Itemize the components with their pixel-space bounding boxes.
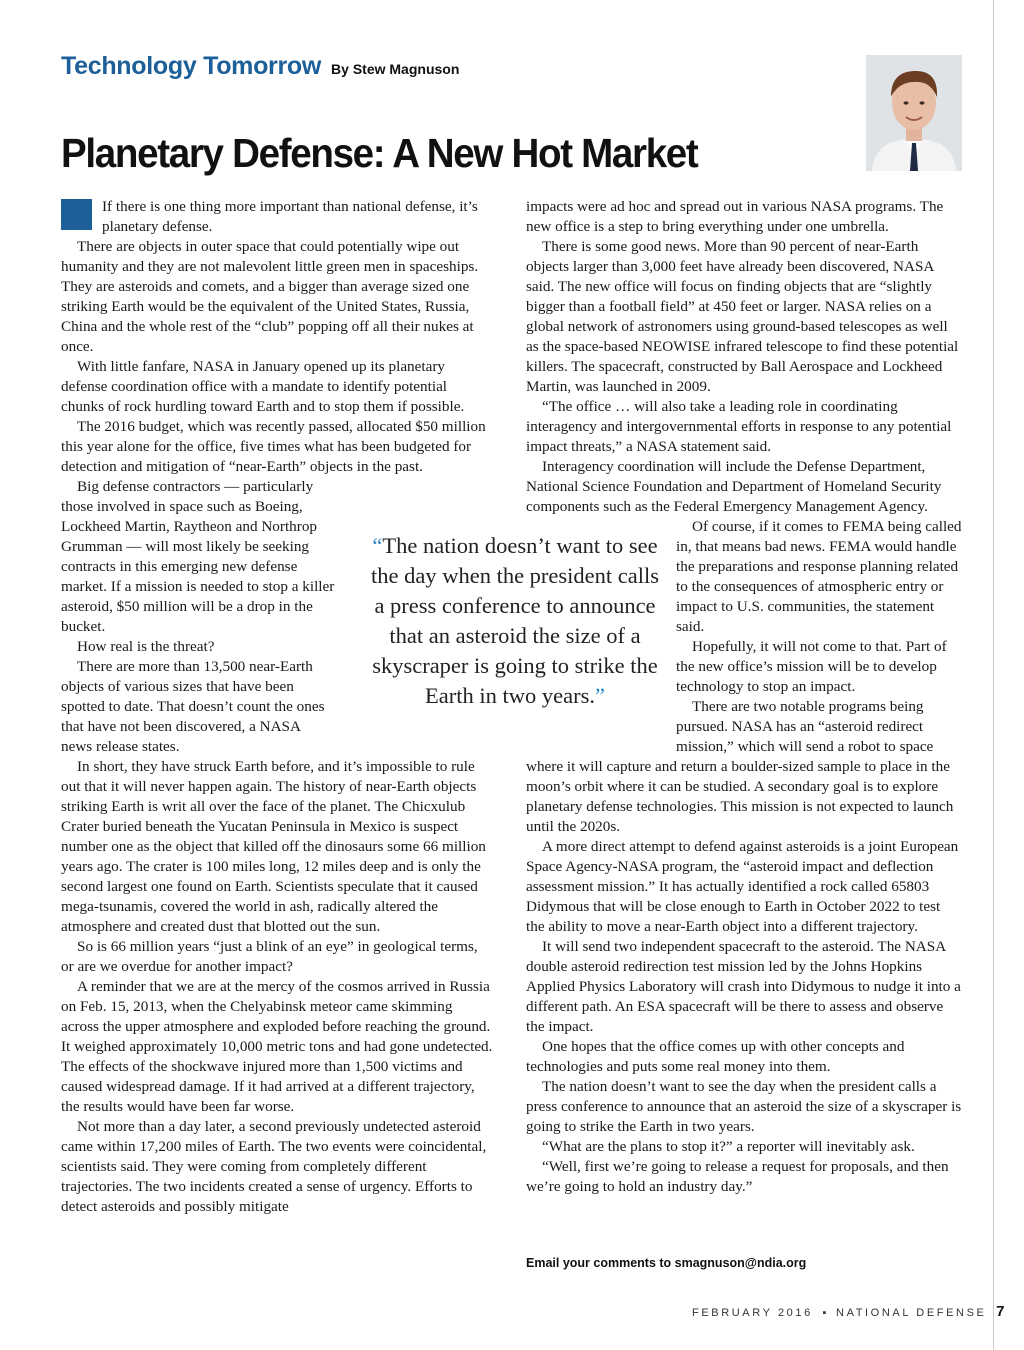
byline: By Stew Magnuson xyxy=(331,61,460,77)
paragraph: One hopes that the office comes up with other concepts and technologies and puts some real money into them. xyxy=(526,1038,905,1075)
paragraph: It will send two independent spacecraft to the asteroid. The NASA double asteroid redirection test mission led by the Johns Hopkins Applied Physics Laboratory will crash into Didymous to nudge it into a different path. An ESA spacecraft will be there to assess and observe the impact. xyxy=(526,938,961,1035)
headline: Planetary Defense: A New Hot Market xyxy=(61,130,698,176)
paragraph: There are two notable programs being pursued. NASA has an “asteroid redirect mission,” which will send a robot to space where it will capture and return a boulder-sized sample to place in the moon’s orbit where it can be studied. A secondary goal is to explore planetary defense technologies. This mission is not expected to launch until the 2020s. xyxy=(526,698,954,835)
paragraph: “The office … will also take a leading role in coordinating interagency and intergovernmental efforts in response to any potential impact threats,” a NASA statement said. xyxy=(526,398,952,455)
page-edge-line xyxy=(993,0,994,1350)
paragraph: The 2016 budget, which was recently passed, allocated $50 million this year alone for the office, five times what has been budgeted for detection and mitigation of “near-Earth” objects in the past. xyxy=(61,418,486,475)
paragraph: There are more than 13,500 near-Earth objects of various sizes that have been spotted to date. That doesn’t count the ones that have not been discovered, a NASA news release states. xyxy=(61,658,325,755)
email-comments-line: Email your comments to smagnuson@ndia.org xyxy=(526,1256,807,1270)
footer-issue: FEBRUARY 2016 xyxy=(692,1307,813,1319)
paragraph: Hopefully, it will not come to that. Part of the new office’s mission will be to develop technology to stop an impact. xyxy=(676,638,947,695)
paragraph: Big defense contractors — particularly those involved in space such as Boeing, Lockheed Martin, Raytheon and Northrop Grumman — will most likely be seeking contracts in this emerging new defense market. If a mission is needed to stop a killer asteroid, $50 million will be a drop in the bucket. xyxy=(61,478,335,635)
paragraph: There are objects in outer space that could potentially wipe out humanity and they are not malevolent little green men in spaceships. They are asteroids and comets, and a bigger than average sized one striking Earth would be the equivalent of the United States, Russia, China and the whole rest of the “club” popping off all their nukes at once. xyxy=(61,238,479,355)
close-quote-mark: ” xyxy=(594,683,605,708)
paragraph: So is 66 million years “just a blink of an eye” in geological terms, or are we overdue for another impact? xyxy=(61,938,478,975)
paragraph: “Well, first we’re going to release a request for proposals, and then we’re going to hold an industry day.” xyxy=(526,1158,949,1195)
paragraph: The nation doesn’t want to see the day when the president calls a press conference to announce that an asteroid the size of a skyscraper is going to strike the Earth in two years. xyxy=(526,1078,962,1135)
paragraph: A more direct attempt to defend against asteroids is a joint European Space Agency-NASA program, the “asteroid impact and deflection assessment mission.” It has actually identified a rock called 65803 Didymous that will be close enough to Earth in October 2022 to test the ability to move a near-Earth object into a different trajectory. xyxy=(526,838,959,935)
author-photo xyxy=(866,55,962,171)
column-header xyxy=(61,52,459,81)
page-number: 7 xyxy=(996,1303,1005,1320)
paragraph: A reminder that we are at the mercy of the cosmos arrived in Russia on Feb. 15, 2013, when the Chelyabinsk meteor came skimming across the upper atmosphere and exploded before reaching the ground. It weighed approximately 10,000 metric tons and had gone undetected. The effects of the shockwave injured more than 1,500 victims and caused widespread damage. If it had arrived at a different trajectory, the results would have been far worse. xyxy=(61,978,493,1115)
paragraph: How real is the threat? xyxy=(77,638,215,655)
footer-separator: ▪ xyxy=(822,1307,827,1319)
paragraph: Of course, if it comes to FEMA being called in, that means bad news. FEMA would handle the preparations and response planning related to the consequences of atmospheric entry or impact to U.S. communities, the statement said. xyxy=(676,518,962,635)
column-name: Technology Tomorrow xyxy=(61,52,322,80)
paragraph: Interagency coordination will include the Defense Department, National Science Foundation and Department of Homeland Security components such as the Federal Emergency Management Agency. xyxy=(526,458,942,515)
footer-publication: NATIONAL DEFENSE xyxy=(836,1307,987,1319)
paragraph: If there is one thing more important than national defense, it’s planetary defense. xyxy=(102,198,478,235)
pull-quote-text: The nation doesn’t want to see the day when the president calls a press conference to announce that an asteroid the size of a skyscraper is going to strike the Earth in two years. xyxy=(370,533,660,708)
page-footer xyxy=(692,1303,1004,1320)
paragraph: impacts were ad hoc and spread out in various NASA programs. The new office is a step to bring everything under one umbrella. xyxy=(526,198,944,235)
author-portrait-icon xyxy=(866,55,962,171)
pull-quote xyxy=(370,531,660,711)
paragraph: “What are the plans to stop it?” a reporter will inevitably ask. xyxy=(542,1138,915,1155)
paragraph: In short, they have struck Earth before, and it’s impossible to rule out that it will never happen again. The history of near-Earth objects striking Earth is writ all over the face of the planet. The Chicxulub Crater buried beneath the Yucatan Peninsula in Mexico is suspect number one as the object that killed off the dinosaurs some 66 million years ago. The crater is 100 miles long, 12 miles deep and is only the second largest one found on Earth. Scientists speculate that it caused mega-tsunamis, covered the world in ash, radically altered the atmosphere and created dust that blotted out the sun. xyxy=(61,758,486,935)
paragraph: There is some good news. More than 90 percent of near-Earth objects larger than 3,000 feet have already been discovered, NASA said. The new office will focus on finding objects that are “slightly bigger than a football field” at 450 feet or larger. NASA relies on a global network of astronomers using ground-based telescopes as well as the space-based NEOWISE infrared telescope to find these potential killers. The spacecraft, constructed by Ball Aerospace and Lockheed Martin, was launched in 2009. xyxy=(526,238,959,395)
paragraph: With little fanfare, NASA in January opened up its planetary defense coordination office with a mandate to identify potential chunks of rock hurdling toward Earth and to stop them if possible. xyxy=(61,358,465,415)
open-quote-mark: “ xyxy=(372,533,383,558)
opening-square-icon xyxy=(61,199,92,230)
paragraph: Not more than a day later, a second previously undetected asteroid came within 17,200 miles of Earth. The two events were coincidental, scientists said. They were coming from completely different trajectories. The two incidents created a sense of urgency. Efforts to detect asteroids and possibly mitigate xyxy=(61,1118,487,1215)
